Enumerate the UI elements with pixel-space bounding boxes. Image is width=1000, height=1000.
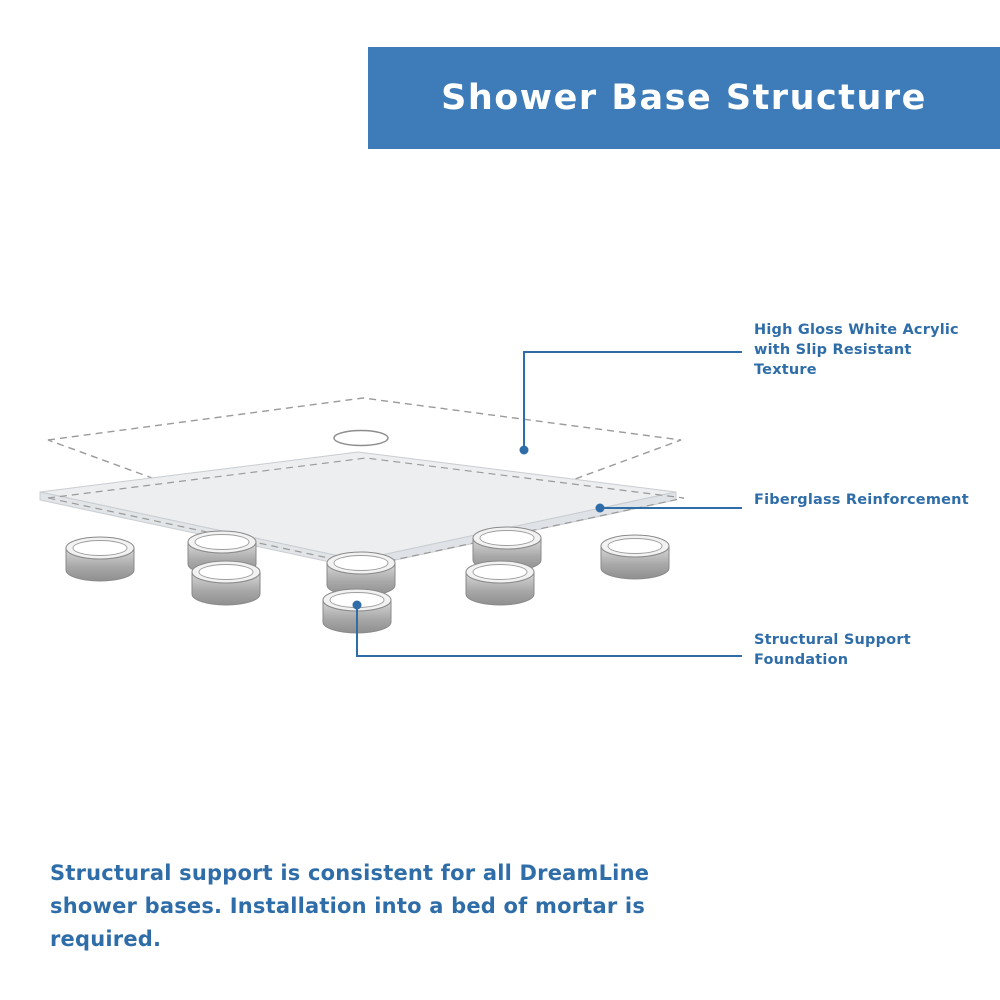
support-ring xyxy=(192,561,260,605)
callout-label-support: Structural Support Foundation xyxy=(754,632,911,668)
support-ring xyxy=(601,535,669,579)
callout-label-fiberglass: Fiberglass Reinforcement xyxy=(754,492,969,508)
footer-note: Structural support is consistent for all DreamLine shower bases. Installation into a bed of mortar is required. xyxy=(50,861,650,951)
drain-opening xyxy=(334,431,388,446)
support-ring xyxy=(66,537,134,581)
support-ring xyxy=(466,561,534,605)
page-title: Shower Base Structure xyxy=(441,78,927,118)
callout-label-acrylic: High Gloss White Acrylic with Slip Resistant Texture xyxy=(754,322,959,378)
callout-leader-support xyxy=(353,601,743,657)
